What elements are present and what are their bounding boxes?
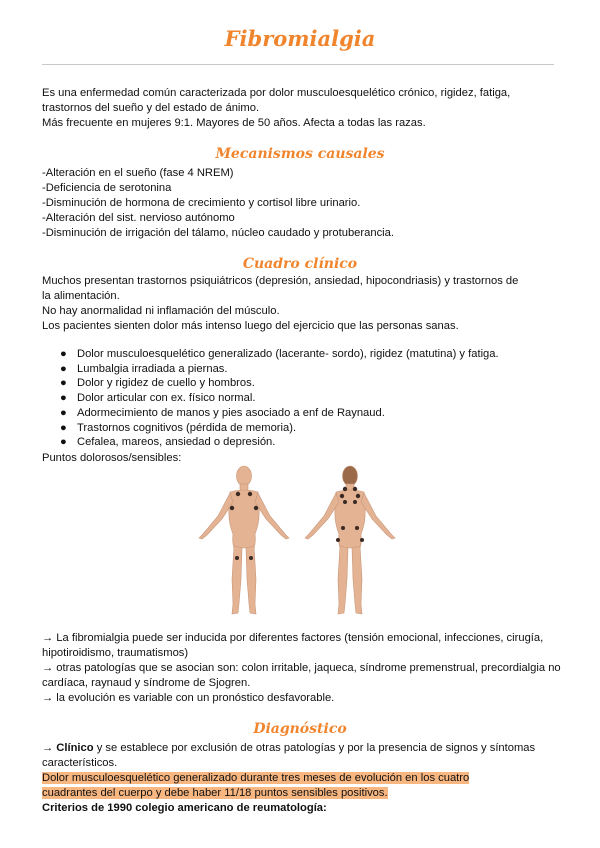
note-line: cardíaca, raynaud y síndrome de Sjogren. [42,677,251,689]
note-line: → otras patologías que se asocian son: colon irritable, jaqueca, síndrome premenstrual, precordialgia no [42,662,561,674]
criteria-text: Criterios de 1990 colegio americano de reumatología: [42,802,327,814]
symptom-text: Dolor musculoesquelético generalizado (lacerante- sordo), rigidez (matutina) y fatiga. [77,348,499,360]
highlight-line [42,786,562,801]
highlight-line [42,771,562,786]
intro-line: trastornos del sueño y del estado de ánimo. [42,102,260,114]
intro-line: Es una enfermedad común caracterizada por dolor musculoesquelético crónico, rigidez, fatiga, [42,87,511,99]
note-line: → la evolución es variable con un pronóstico desfavorable. [42,692,335,704]
symptom-text: Dolor articular con ex. físico normal. [77,392,256,405]
page-title: Fibromialgia [224,26,376,51]
note-line: hipotiroidismo, traumatismos) [42,647,189,659]
symptom-text: Adormecimiento de manos y pies asociado a enf de Raynaud. [77,406,385,419]
bullet-icon: ● [60,421,67,434]
list-item [60,376,560,391]
bullet-icon: ● [60,362,67,375]
section-heading-mecanismos: Mecanismos causales [215,146,385,162]
list-item [60,362,560,377]
mecanismo-line: -Alteración en el sueño (fase 4 NREM) [42,167,234,179]
symptom-text: Cefalea, mareos, ansiedad o depresión. [77,436,276,449]
intro-paragraph [42,86,562,131]
notes-paragraph [42,631,562,706]
symptom-text: Trastornos cognitivos (pérdida de memoria). [77,421,297,434]
mecanismos-list [42,166,562,241]
diagnostico-paragraph [42,741,562,816]
mecanismo-line: -Disminución de irrigación del tálamo, núcleo caudado y protuberancia. [42,227,394,239]
note-line: → La fibromialgia puede ser inducida por diferentes factores (tensión emocional, infecciones, cirugía, [42,632,544,644]
clinico-label: Clínico [56,742,94,754]
symptom-text: Dolor y rigidez de cuello y hombros. [77,377,255,390]
list-item [60,435,560,450]
highlighted-text: Dolor musculoesquelético generalizado durante tres meses de evolución en los cuatro [42,772,470,784]
bullet-icon: ● [60,377,67,390]
arrow-text: → [42,742,57,754]
highlighted-text: cuadrantes del cuerpo y debe haber 11/18 puntos sensibles positivos. [42,787,388,799]
list-item [60,406,560,421]
symptom-list [60,347,560,450]
diagnostico-line [42,741,562,756]
section-heading-cuadro: Cuadro clínico [242,256,358,272]
body-back [305,466,395,614]
tender-points-illustration [194,464,408,616]
bullet-icon: ● [60,436,67,449]
list-item [60,421,560,436]
cuadro-line: No hay anormalidad ni inflamación del músculo. [42,305,280,317]
title-divider [42,64,554,65]
list-item [60,391,560,406]
symptom-text: Lumbalgia irradiada a piernas. [77,362,228,375]
criteria-line [42,801,562,816]
bullet-icon: ● [60,348,67,360]
diagnostico-line: característicos. [42,757,118,769]
mecanismo-line: -Deficiencia de serotonina [42,182,172,194]
mecanismo-line: -Disminución de hormona de crecimiento y cortisol libre urinario. [42,197,361,209]
cuadro-line: la alimentación. [42,290,120,302]
points-label: Puntos dolorosos/sensibles: [42,452,182,464]
bullet-icon: ● [60,392,67,405]
list-item [60,347,560,362]
cuadro-line: Muchos presentan trastornos psiquiátricos (depresión, ansiedad, hipocondriasis) y trastornos de [42,275,519,287]
section-heading-diagnostico: Diagnóstico [253,721,347,737]
mecanismo-line: -Alteración del sist. nervioso autónomo [42,212,235,224]
clinico-text: y se establece por exclusión de otras patologías y por la presencia de signos y síntomas [93,742,536,754]
bullet-icon: ● [60,406,67,419]
intro-line: Más frecuente en mujeres 9:1. Mayores de 50 años. Afecta a todas las razas. [42,117,426,129]
cuadro-paragraph [42,274,562,334]
body-front [199,466,289,614]
cuadro-line: Los pacientes sienten dolor más intenso luego del ejercicio que las personas sanas. [42,320,459,332]
